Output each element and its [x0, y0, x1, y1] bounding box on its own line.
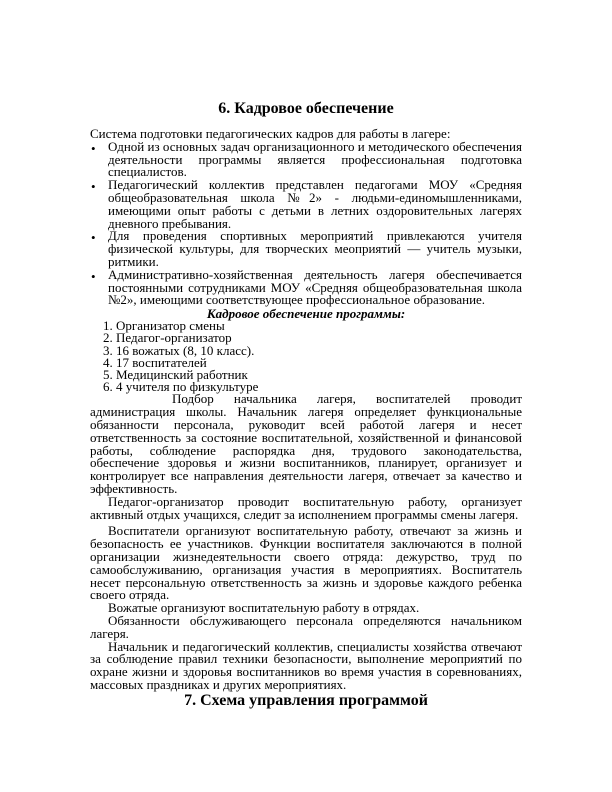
bullet-icon: •	[91, 140, 96, 156]
list-item: 2. Педагог-организатор	[116, 332, 522, 344]
section-heading-6: 6. Кадровое обеспечение	[218, 100, 394, 117]
list-item: 1. Организатор смены	[116, 320, 522, 332]
document-body	[90, 128, 522, 692]
bullet-text: Педагогический коллектив представлен педагогами МОУ «Средняя общеобразовательная школа №2» - людьми-единомышленниками, имеющими опыт работы с детьми в летних оздоровительных лагерях дневного пребывания.	[108, 177, 522, 231]
paragraph-educators: Воспитатели организуют воспитательную работу, отвечают за жизнь и безопасность ее участников. Функции воспитателя заключаются в полной организации жизнедеятельности своего отряда: дежурство, труд по самообслуживанию, организация участия в мероприятиях. Воспитатель несет персональную ответственность за жизнь и здоровье каждого ребенка своего отряда.	[90, 523, 522, 603]
intro-text: Система подготовки педагогических кадров для работы в лагере:	[90, 126, 451, 141]
paragraph-director: Подбор начальника лагеря, воспитателей проводит администрация школы. Начальник лагеря определяет функциональные обязанности персонала, руководит всей работой лагеря и несет ответственность за состояние воспитательной, хозяйственной и финансовой работы, соблюдение распорядка дня, трудового законодательства, обеспечение здоровья и жизни воспитанников, планирует, организует и контролирует все направления деятельности лагеря, отвечает за качество и эффективность.	[90, 391, 522, 496]
bullet-item	[90, 179, 522, 230]
bullet-text: Административно-хозяйственная деятельность лагеря обеспечивается постоянными сотрудниками МОУ «Средняя общеобразовательная школа №2», имеющими соответствующее профессиональное образование.	[108, 266, 522, 308]
staff-subheading: Кадровое обеспечение программы:	[206, 306, 406, 322]
section-heading-7: 7. Схема управления программой	[184, 692, 428, 709]
staff-list	[90, 320, 522, 393]
bullet-icon: •	[91, 230, 96, 246]
bullet-item	[90, 138, 522, 180]
bullet-text: Одной из основных задач организационного и методического обеспечения деятельности программы является профессиональная подготовка специалистов.	[108, 138, 522, 180]
bullet-item	[90, 266, 522, 308]
bullet-icon: •	[91, 268, 96, 284]
list-item: 4. 17 воспитателей	[116, 357, 522, 369]
paragraph-organizer: Педагог-организатор проводит воспитательную работу, организует активный отдых учащихся, следит за исполнением программы смены лагеря.	[90, 493, 522, 522]
bullet-icon: •	[91, 179, 96, 195]
bullet-item	[90, 230, 522, 268]
paragraph-safety: Начальник и педагогический коллектив, специалисты хозяйства отвечают за соблюдение правил техники безопасности, выполнение мероприятий по охране жизни и здоровья воспитанников во время участия в соревнованиях, массовых праздниках и других мероприятиях.	[90, 638, 522, 692]
list-item: 6. 4 учителя по физкультуре	[116, 381, 522, 393]
bullet-text: Для проведения спортивных мероприятий привлекаются учителя физической культуры, для творческих меоприятий — учитель музыки, ритмики.	[108, 228, 522, 269]
list-item: 5. Медицинский работник	[116, 369, 522, 381]
paragraph-counselors: Вожатые организуют воспитательную работу в отрядах.	[108, 600, 420, 616]
list-item: 3. 16 вожатых (8, 10 класс).	[116, 345, 522, 357]
paragraph-staff-duties: Обязанности обслуживающего персонала определяются начальником лагеря.	[90, 612, 522, 641]
